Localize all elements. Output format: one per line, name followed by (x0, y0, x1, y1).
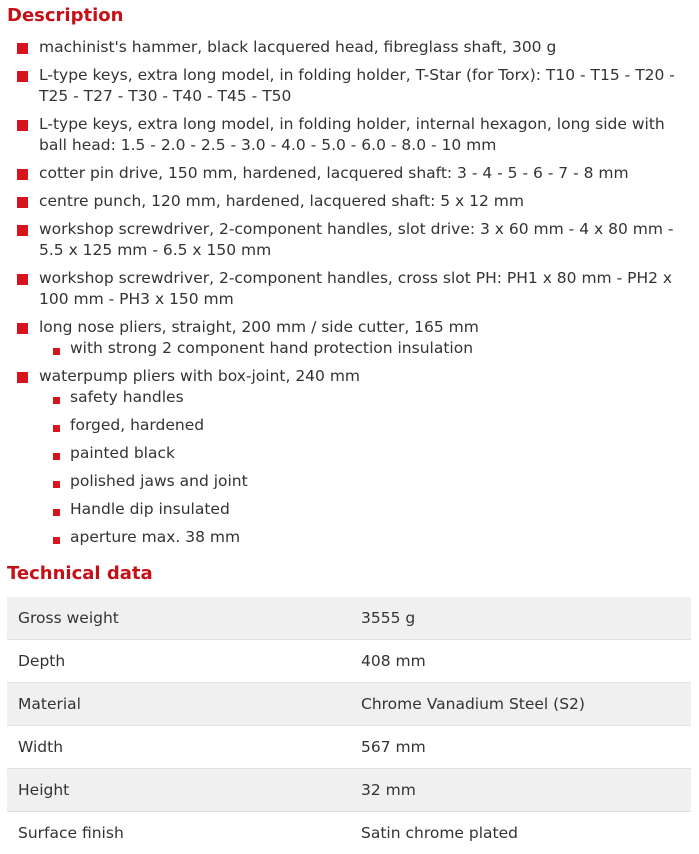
list-item (0, 191, 690, 212)
bullet-square-small-icon (53, 481, 60, 488)
list-item (0, 219, 690, 261)
sub-list-item-text: with strong 2 component hand protection insulation (70, 339, 473, 357)
sub-list-item (39, 415, 690, 436)
sub-list-item (39, 471, 690, 492)
table-row (7, 726, 691, 769)
spec-value: Chrome Vanadium Steel (S2) (361, 683, 691, 726)
list-item (0, 317, 690, 359)
bullet-square-small-icon (53, 537, 60, 544)
list-item-text: cotter pin drive, 150 mm, hardened, lacquered shaft: 3 - 4 - 5 - 6 - 7 - 8 mm (39, 164, 629, 182)
bullet-square-icon (17, 274, 28, 285)
sub-list-item (39, 527, 690, 548)
spec-value: 567 mm (361, 726, 691, 769)
bullet-square-small-icon (53, 425, 60, 432)
bullet-square-icon (17, 43, 28, 54)
table-row (7, 640, 691, 683)
spec-label: Width (7, 726, 361, 769)
bullet-square-small-icon (53, 348, 60, 355)
bullet-square-icon (17, 120, 28, 131)
sub-list (39, 387, 690, 548)
bullet-square-small-icon (53, 509, 60, 516)
technical-data-heading: Technical data (0, 563, 153, 585)
spec-value: 32 mm (361, 769, 691, 812)
list-item-text: long nose pliers, straight, 200 mm / side cutter, 165 mm (39, 318, 479, 336)
sub-list-item (39, 387, 690, 408)
spec-label: Gross weight (7, 597, 361, 640)
sub-list-item (39, 338, 690, 359)
bullet-square-icon (17, 225, 28, 236)
spec-label: Material (7, 683, 361, 726)
sub-list-item (39, 499, 690, 520)
list-item-text: L-type keys, extra long model, in folding holder, T-Star (for Torx): T10 - T15 - T20 - T25 - T27 - T30 - T40 - T45 - T50 (39, 66, 675, 105)
list-item (0, 37, 690, 58)
list-item (0, 268, 690, 310)
list-item-text: workshop screwdriver, 2-component handles, cross slot PH: PH1 x 80 mm - PH2 x 100 mm - PH3 x 150 mm (39, 269, 672, 308)
sub-list-item-text: forged, hardened (70, 416, 204, 434)
description-list (0, 37, 690, 555)
list-item-text: L-type keys, extra long model, in folding holder, internal hexagon, long side with ball head: 1.5 - 2.0 - 2.5 - 3.0 - 4.0 - 5.0 - 6.0 - 8.0 - 10 mm (39, 115, 665, 154)
table-row (7, 683, 691, 726)
sub-list (39, 338, 690, 359)
spec-label: Surface finish (7, 812, 361, 854)
bullet-square-icon (17, 169, 28, 180)
bullet-square-icon (17, 197, 28, 208)
list-item (0, 163, 690, 184)
description-heading: Description (0, 5, 123, 27)
bullet-square-small-icon (53, 397, 60, 404)
spec-value: 3555 g (361, 597, 691, 640)
bullet-square-icon (17, 71, 28, 82)
list-item (0, 65, 690, 107)
list-item-text: machinist's hammer, black lacquered head, fibreglass shaft, 300 g (39, 38, 556, 56)
list-item (0, 114, 690, 156)
technical-data-table (7, 597, 691, 854)
sub-list-item-text: polished jaws and joint (70, 472, 248, 490)
list-item-text: waterpump pliers with box-joint, 240 mm (39, 367, 360, 385)
list-item (0, 366, 690, 548)
bullet-square-icon (17, 372, 28, 383)
sub-list-item (39, 443, 690, 464)
bullet-square-small-icon (53, 453, 60, 460)
spec-label: Depth (7, 640, 361, 683)
list-item-text: workshop screwdriver, 2-component handles, slot drive: 3 x 60 mm - 4 x 80 mm - 5.5 x 125 mm - 6.5 x 150 mm (39, 220, 673, 259)
sub-list-item-text: Handle dip insulated (70, 500, 230, 518)
bullet-square-icon (17, 323, 28, 334)
table-row (7, 597, 691, 640)
list-item-text: centre punch, 120 mm, hardened, lacquered shaft: 5 x 12 mm (39, 192, 524, 210)
table-row (7, 812, 691, 854)
spec-value: 408 mm (361, 640, 691, 683)
spec-label: Height (7, 769, 361, 812)
table-row (7, 769, 691, 812)
sub-list-item-text: painted black (70, 444, 175, 462)
sub-list-item-text: aperture max. 38 mm (70, 528, 240, 546)
spec-value: Satin chrome plated (361, 812, 691, 854)
sub-list-item-text: safety handles (70, 388, 184, 406)
